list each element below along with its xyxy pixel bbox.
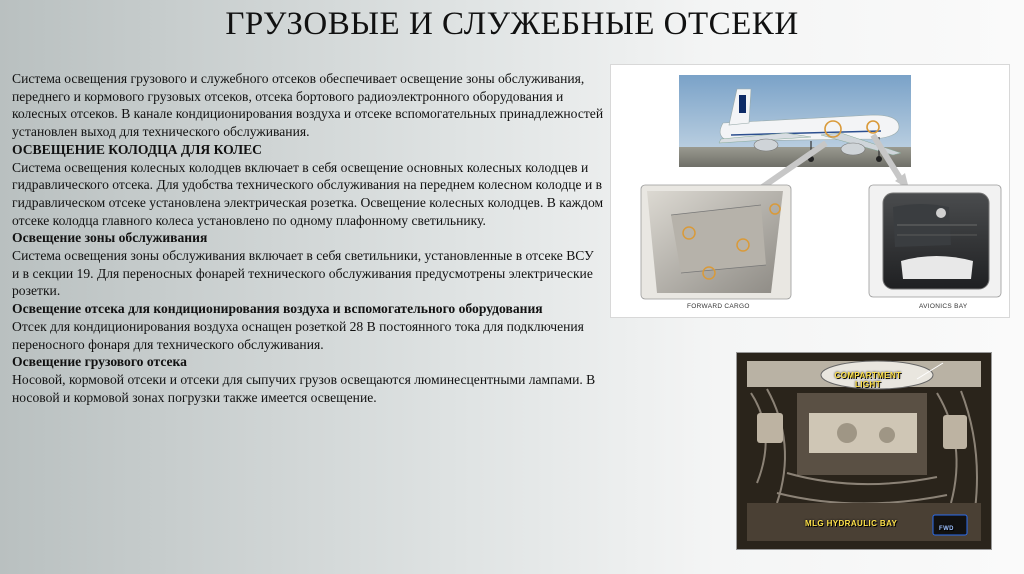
heading-wheel-well: ОСВЕЩЕНИЕ КОЛОДЦА ДЛЯ КОЛЕС	[12, 141, 263, 157]
avionics-bay-inset	[869, 185, 1001, 297]
aircraft-figure	[610, 64, 1010, 318]
page-title: ГРУЗОВЫЕ И СЛУЖЕБНЫЕ ОТСЕКИ	[225, 6, 799, 42]
compartment-light-label	[823, 371, 913, 389]
paragraph-wheel-well: Система освещения колесных колодцев включает в себя освещение основных колесных колодцев и гидравлического отсека. Для удобства технического обслуживания на переднем колесном колодце и в гидравлическом отсеке установлена электрическая розетка. Освещение колесных колодцев. В каждом отсеке колодца главного колеса установлено по одному плафонному светильнику.	[12, 159, 604, 228]
heading-service-area: Освещение зоны обслуживания	[12, 230, 208, 246]
paragraph-intro: Система освещения грузового и служебного отсеков обеспечивает освещение зоны обслуживания, переднего и кормового грузовых отсеков, отсека бортового радиоэлектронного оборудования и колесных отсеков. В канале кондиционирования воздуха и отсеке вспомогательных принадлежностей установлен выход для технического обслуживания.	[12, 71, 604, 140]
paragraph-service-area: Система освещения зоны обслуживания включает в себя светильники, установленные в отсеке ВСУ и в секции 19. Для переносных фонарей технического обслуживания предусмотрены электрические розетки.	[12, 248, 594, 299]
compartment-label-line-2: LIGHT	[855, 380, 881, 389]
forward-cargo-label: FORWARD CARGO	[687, 303, 750, 310]
paragraph-cargo: Носовой, кормовой отсеки и отсеки для сыпучих грузов освещаются люминесцентными лампами. В носовой и кормовой зонах погрузки также имеется освещение.	[12, 371, 596, 405]
heading-air-conditioning: Освещение отсека для кондиционирования воздуха и вспомогательного оборудования	[12, 301, 543, 317]
body-text	[12, 70, 604, 406]
compartment-label-line-1: COMPARTMENT	[834, 371, 902, 380]
paragraph-air-conditioning: Отсек для кондиционирования воздуха оснащен розеткой 28 В постоянного тока для подключения переносного фонаря для технического обслуживания.	[12, 318, 584, 352]
heading-cargo: Освещение грузового отсека	[12, 354, 187, 370]
airplane-photo	[679, 75, 911, 167]
aircraft-illustration	[611, 65, 1009, 317]
hydraulic-bay-photo	[736, 352, 992, 550]
fwd-label: FWD	[939, 526, 954, 532]
avionics-bay-label: AVIONICS BAY	[919, 303, 968, 310]
mlg-hydraulic-bay-label: MLG HYDRAULIC BAY	[805, 519, 898, 528]
forward-cargo-inset	[641, 185, 791, 299]
